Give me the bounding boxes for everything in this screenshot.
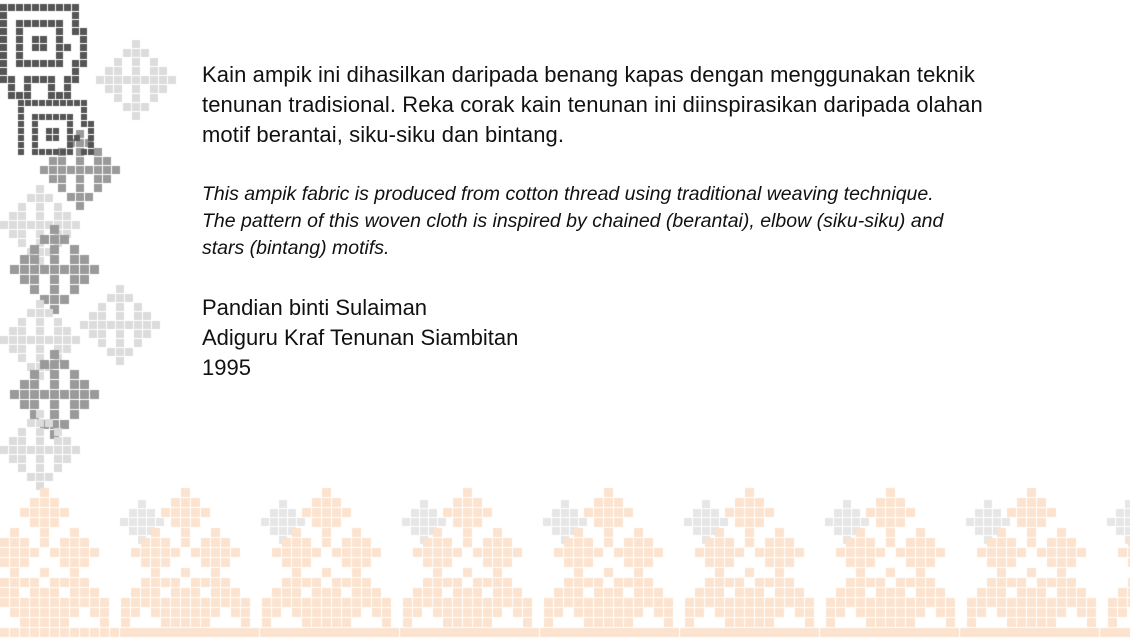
description-english-line: This ampik fabric is produced from cotton thread using traditional weaving technique. xyxy=(202,183,934,205)
caption-panel xyxy=(202,60,1082,383)
artist-name: Pandian binti Sulaiman xyxy=(202,295,428,320)
description-malay-line: tenunan tradisional. Reka corak kain tenunan ini diinspirasikan daripada olahan xyxy=(202,92,983,117)
credits-block xyxy=(202,293,1082,383)
artist-title: Adiguru Kraf Tenunan Siambitan xyxy=(202,325,519,350)
artwork-year: 1995 xyxy=(202,355,251,380)
description-malay xyxy=(202,60,1082,150)
description-malay-line: Kain ampik ini dihasilkan daripada benang kapas dengan menggunakan teknik xyxy=(202,62,975,87)
description-english-line: stars (bintang) motifs. xyxy=(202,237,390,259)
description-malay-line: motif berantai, siku-siku dan bintang. xyxy=(202,122,565,147)
description-english xyxy=(202,181,1082,262)
description-english-line: The pattern of this woven cloth is inspired by chained (berantai), elbow (siku-siku) and xyxy=(202,210,944,232)
